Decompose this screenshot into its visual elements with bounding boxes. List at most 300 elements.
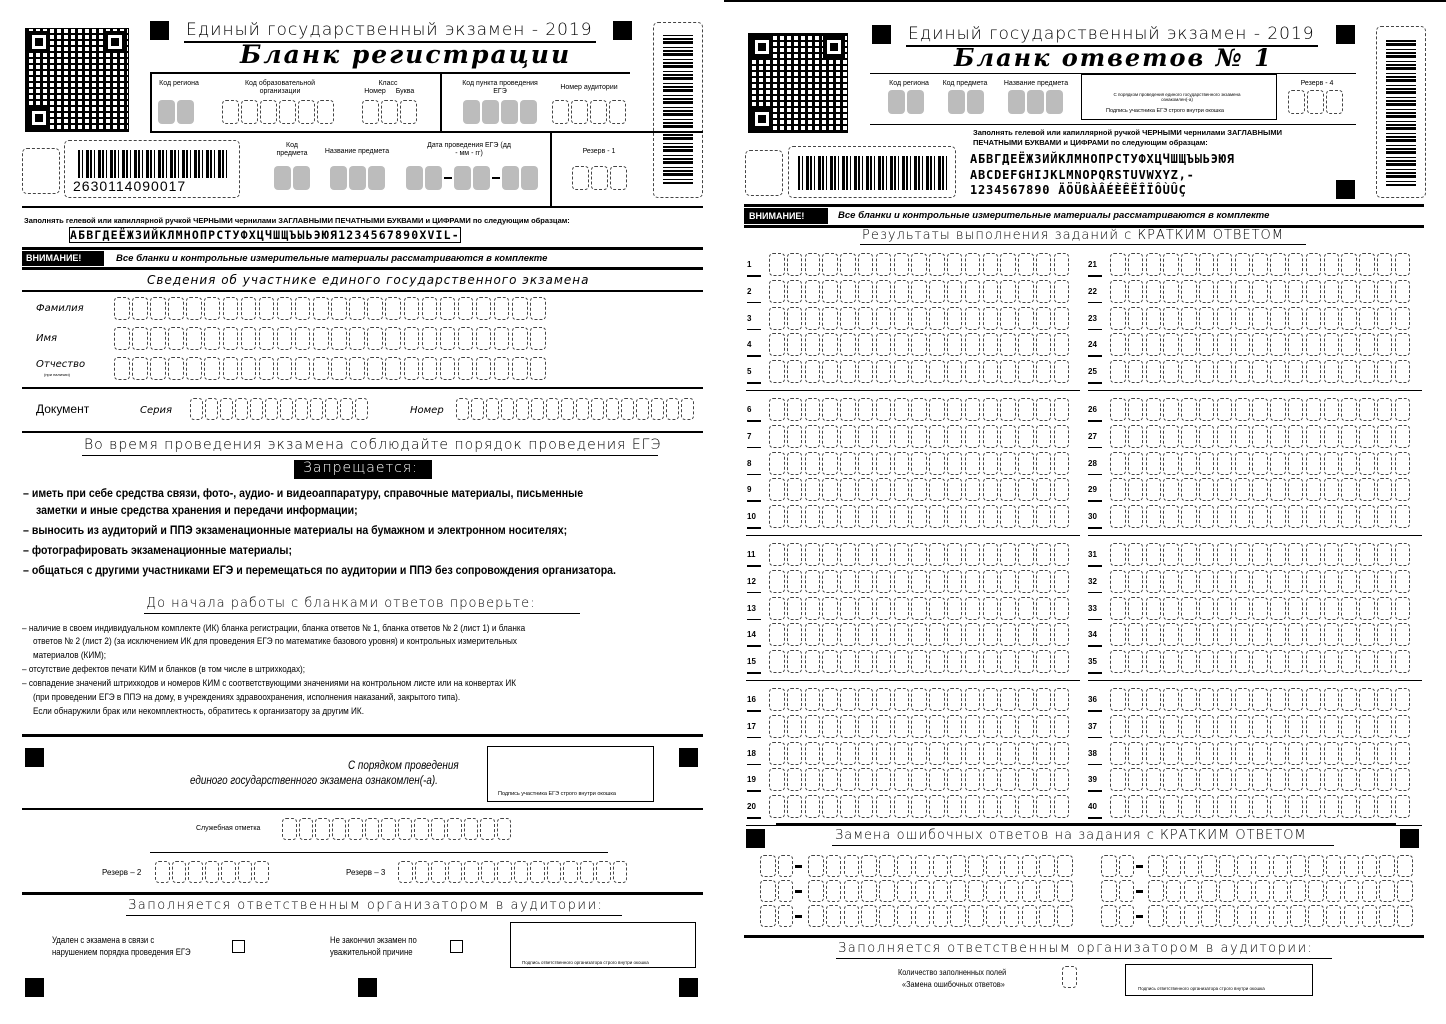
input-cell[interactable]: [876, 253, 892, 276]
input-cell[interactable]: [385, 357, 401, 380]
input-cell[interactable]: [1395, 398, 1411, 421]
input-cell[interactable]: [1199, 360, 1215, 383]
input-cell[interactable]: [965, 425, 981, 448]
input-cell[interactable]: [983, 688, 999, 711]
input-cell[interactable]: [1235, 505, 1251, 528]
input-cell[interactable]: [983, 478, 999, 501]
input-cell[interactable]: [805, 253, 821, 276]
input-cell[interactable]: [1181, 280, 1197, 303]
input-cell[interactable]: [947, 742, 963, 765]
input-cell[interactable]: [1036, 253, 1052, 276]
input-cell[interactable]: [1199, 543, 1215, 566]
input-cell[interactable]: [1341, 623, 1357, 646]
input-cell[interactable]: [1036, 398, 1052, 421]
input-cell[interactable]: [876, 425, 892, 448]
input-cell[interactable]: [986, 855, 1002, 877]
input-cell[interactable]: [1018, 688, 1034, 711]
input-cell[interactable]: [965, 795, 981, 818]
input-cell[interactable]: [769, 398, 785, 421]
input-cell[interactable]: [1344, 855, 1360, 877]
input-cell[interactable]: [1344, 905, 1360, 927]
input-cell[interactable]: [1163, 650, 1179, 673]
input-cell[interactable]: [1054, 452, 1070, 475]
input-cell[interactable]: [1377, 307, 1393, 330]
input-cell[interactable]: [1237, 905, 1253, 927]
input-cell[interactable]: [1306, 307, 1322, 330]
input-cell[interactable]: [947, 650, 963, 673]
input-cell[interactable]: [787, 505, 803, 528]
input-cell[interactable]: [1181, 768, 1197, 791]
input-cell[interactable]: [1000, 360, 1016, 383]
count-cell[interactable]: [1062, 966, 1077, 988]
input-cell[interactable]: [1359, 425, 1375, 448]
input-cell[interactable]: [861, 905, 877, 927]
input-cell[interactable]: [1324, 768, 1340, 791]
input-cell[interactable]: [1110, 742, 1126, 765]
input-cell[interactable]: [1119, 905, 1135, 927]
input-cell[interactable]: [1036, 478, 1052, 501]
input-cell[interactable]: [1270, 742, 1286, 765]
input-cell[interactable]: [769, 688, 785, 711]
input-cell[interactable]: [1270, 715, 1286, 738]
input-cell[interactable]: [1054, 425, 1070, 448]
input-cell[interactable]: [1273, 880, 1289, 902]
input-cell[interactable]: [1110, 307, 1126, 330]
input-cell[interactable]: [1270, 597, 1286, 620]
input-cell[interactable]: [950, 905, 966, 927]
answer-row-cells[interactable]: [1110, 425, 1410, 448]
input-cell[interactable]: [1359, 543, 1375, 566]
input-cell[interactable]: [1018, 543, 1034, 566]
input-cell[interactable]: [1235, 795, 1251, 818]
input-cell[interactable]: [1306, 795, 1322, 818]
input-cell[interactable]: [1377, 742, 1393, 765]
input-cell[interactable]: [1217, 307, 1233, 330]
input-cell[interactable]: [894, 623, 910, 646]
input-cell[interactable]: [1163, 597, 1179, 620]
input-cell[interactable]: [440, 357, 456, 380]
input-cell[interactable]: [778, 880, 794, 902]
input-cell[interactable]: [822, 570, 838, 593]
ppe-code-cells[interactable]: [463, 100, 537, 124]
input-cell[interactable]: [769, 360, 785, 383]
input-cell[interactable]: [876, 398, 892, 421]
input-cell[interactable]: [1181, 543, 1197, 566]
input-cell[interactable]: [1270, 768, 1286, 791]
input-cell[interactable]: [787, 360, 803, 383]
input-cell[interactable]: [1235, 742, 1251, 765]
input-cell[interactable]: [1199, 452, 1215, 475]
input-cell[interactable]: [404, 357, 420, 380]
input-cell[interactable]: [769, 452, 785, 475]
input-cell[interactable]: [1306, 425, 1322, 448]
replace-task-cells[interactable]: [760, 880, 793, 902]
input-cell[interactable]: [1306, 280, 1322, 303]
input-cell[interactable]: [1252, 452, 1268, 475]
answer-row-cells[interactable]: [769, 570, 1069, 593]
input-cell[interactable]: [822, 795, 838, 818]
input-cell[interactable]: [1036, 333, 1052, 356]
input-cell[interactable]: [933, 855, 949, 877]
input-cell[interactable]: [1324, 333, 1340, 356]
input-cell[interactable]: [1036, 768, 1052, 791]
input-cell[interactable]: [295, 357, 311, 380]
input-cell[interactable]: [915, 905, 931, 927]
input-cell[interactable]: [1146, 715, 1162, 738]
input-cell[interactable]: [844, 855, 860, 877]
input-cell[interactable]: [929, 307, 945, 330]
input-cell[interactable]: [355, 398, 368, 420]
input-cell[interactable]: [965, 650, 981, 673]
input-cell[interactable]: [822, 543, 838, 566]
input-cell[interactable]: [1219, 905, 1235, 927]
input-cell[interactable]: [787, 543, 803, 566]
input-cell[interactable]: [1146, 597, 1162, 620]
input-cell[interactable]: [1306, 333, 1322, 356]
input-cell[interactable]: [1362, 855, 1378, 877]
input-cell[interactable]: [1036, 307, 1052, 330]
input-cell[interactable]: [1341, 768, 1357, 791]
answer-row-cells[interactable]: [1110, 253, 1410, 276]
input-cell[interactable]: [340, 398, 353, 420]
input-cell[interactable]: [894, 715, 910, 738]
input-cell[interactable]: [440, 297, 456, 320]
input-cell[interactable]: [858, 543, 874, 566]
input-cell[interactable]: [385, 297, 401, 320]
input-cell[interactable]: [186, 297, 202, 320]
input-cell[interactable]: [1054, 715, 1070, 738]
input-cell[interactable]: [876, 650, 892, 673]
input-cell[interactable]: [1324, 715, 1340, 738]
input-cell[interactable]: [1036, 543, 1052, 566]
input-cell[interactable]: [911, 307, 927, 330]
input-cell[interactable]: [1288, 505, 1304, 528]
input-cell[interactable]: [1128, 505, 1144, 528]
input-cell[interactable]: [1000, 505, 1016, 528]
input-cell[interactable]: [1201, 905, 1217, 927]
input-cell[interactable]: [480, 818, 495, 840]
input-cell[interactable]: [983, 768, 999, 791]
input-cell[interactable]: [1054, 688, 1070, 711]
input-cell[interactable]: [826, 880, 842, 902]
input-cell[interactable]: [1377, 570, 1393, 593]
input-cell[interactable]: [1181, 795, 1197, 818]
input-cell[interactable]: [965, 398, 981, 421]
answer-row-cells[interactable]: [769, 795, 1069, 818]
input-cell[interactable]: [858, 398, 874, 421]
input-cell[interactable]: [1199, 307, 1215, 330]
input-cell[interactable]: [596, 861, 611, 883]
input-cell[interactable]: [501, 398, 514, 420]
input-cell[interactable]: [580, 861, 595, 883]
input-cell[interactable]: [1252, 650, 1268, 673]
input-cell[interactable]: [531, 398, 544, 420]
input-cell[interactable]: [404, 297, 420, 320]
input-cell[interactable]: [879, 905, 895, 927]
input-cell[interactable]: [1199, 688, 1215, 711]
input-cell[interactable]: [1235, 650, 1251, 673]
input-cell[interactable]: [1288, 425, 1304, 448]
region-code-cells[interactable]: [888, 90, 924, 114]
input-cell[interactable]: [1270, 425, 1286, 448]
input-cell[interactable]: [1252, 360, 1268, 383]
input-cell[interactable]: [476, 357, 492, 380]
input-cell[interactable]: [1235, 280, 1251, 303]
input-cell[interactable]: [431, 818, 446, 840]
input-cell[interactable]: [1163, 570, 1179, 593]
input-cell[interactable]: [259, 327, 275, 350]
input-cell[interactable]: [844, 905, 860, 927]
input-cell[interactable]: [894, 795, 910, 818]
input-cell[interactable]: [911, 478, 927, 501]
answer-row-cells[interactable]: [769, 280, 1069, 303]
input-cell[interactable]: [1128, 650, 1144, 673]
input-cell[interactable]: [805, 280, 821, 303]
input-cell[interactable]: [840, 768, 856, 791]
input-cell[interactable]: [1110, 543, 1126, 566]
input-cell[interactable]: [822, 688, 838, 711]
input-cell[interactable]: [1377, 623, 1393, 646]
input-cell[interactable]: [965, 452, 981, 475]
input-cell[interactable]: [1181, 478, 1197, 501]
input-cell[interactable]: [1235, 715, 1251, 738]
input-cell[interactable]: [929, 570, 945, 593]
input-cell[interactable]: [1377, 543, 1393, 566]
input-cell[interactable]: [606, 398, 619, 420]
input-cell[interactable]: [1324, 398, 1340, 421]
input-cell[interactable]: [1181, 307, 1197, 330]
input-cell[interactable]: [894, 452, 910, 475]
input-cell[interactable]: [1270, 452, 1286, 475]
input-cell[interactable]: [1000, 280, 1016, 303]
input-cell[interactable]: [1395, 688, 1411, 711]
input-cell[interactable]: [299, 818, 314, 840]
input-cell[interactable]: [1146, 478, 1162, 501]
input-cell[interactable]: [858, 280, 874, 303]
input-cell[interactable]: [1395, 360, 1411, 383]
input-cell[interactable]: [1163, 425, 1179, 448]
input-cell[interactable]: [1252, 478, 1268, 501]
input-cell[interactable]: [965, 688, 981, 711]
input-cell[interactable]: [787, 570, 803, 593]
input-cell[interactable]: [398, 861, 413, 883]
input-cell[interactable]: [805, 425, 821, 448]
input-cell[interactable]: [1181, 650, 1197, 673]
input-cell[interactable]: [968, 880, 984, 902]
input-cell[interactable]: [840, 253, 856, 276]
input-cell[interactable]: [822, 505, 838, 528]
input-cell[interactable]: [876, 768, 892, 791]
input-cell[interactable]: [223, 357, 239, 380]
input-cell[interactable]: [1273, 905, 1289, 927]
input-cell[interactable]: [1270, 333, 1286, 356]
input-cell[interactable]: [929, 398, 945, 421]
input-cell[interactable]: [1181, 452, 1197, 475]
input-cell[interactable]: [858, 478, 874, 501]
input-cell[interactable]: [1199, 570, 1215, 593]
input-cell[interactable]: [1306, 570, 1322, 593]
input-cell[interactable]: [241, 357, 257, 380]
input-cell[interactable]: [805, 543, 821, 566]
input-cell[interactable]: [787, 478, 803, 501]
replace-task-cells[interactable]: [1101, 905, 1134, 927]
not-finished-checkbox[interactable]: [450, 940, 463, 953]
input-cell[interactable]: [1036, 795, 1052, 818]
input-cell[interactable]: [1395, 452, 1411, 475]
answer-row-cells[interactable]: [1110, 768, 1410, 791]
input-cell[interactable]: [1036, 623, 1052, 646]
answer-row-cells[interactable]: [769, 398, 1069, 421]
input-cell[interactable]: [805, 505, 821, 528]
input-cell[interactable]: [1308, 905, 1324, 927]
input-cell[interactable]: [822, 768, 838, 791]
input-cell[interactable]: [259, 357, 275, 380]
input-cell[interactable]: [1110, 570, 1126, 593]
input-cell[interactable]: [1324, 688, 1340, 711]
input-cell[interactable]: [1377, 398, 1393, 421]
input-cell[interactable]: [1341, 795, 1357, 818]
input-cell[interactable]: [1018, 253, 1034, 276]
input-cell[interactable]: [1000, 795, 1016, 818]
input-cell[interactable]: [1054, 597, 1070, 620]
answer-row-cells[interactable]: [769, 543, 1069, 566]
input-cell[interactable]: [894, 280, 910, 303]
input-cell[interactable]: [965, 742, 981, 765]
input-cell[interactable]: [911, 715, 927, 738]
input-cell[interactable]: [1101, 855, 1117, 877]
input-cell[interactable]: [282, 818, 297, 840]
input-cell[interactable]: [1036, 650, 1052, 673]
input-cell[interactable]: [1217, 452, 1233, 475]
input-cell[interactable]: [929, 688, 945, 711]
input-cell[interactable]: [1146, 623, 1162, 646]
input-cell[interactable]: [911, 650, 927, 673]
input-cell[interactable]: [1359, 280, 1375, 303]
answer-row-cells[interactable]: [769, 742, 1069, 765]
input-cell[interactable]: [1201, 880, 1217, 902]
input-cell[interactable]: [1324, 597, 1340, 620]
input-cell[interactable]: [787, 333, 803, 356]
input-cell[interactable]: [1201, 855, 1217, 877]
answer-row-cells[interactable]: [769, 715, 1069, 738]
input-cell[interactable]: [186, 327, 202, 350]
input-cell[interactable]: [1000, 478, 1016, 501]
input-cell[interactable]: [805, 360, 821, 383]
input-cell[interactable]: [1054, 570, 1070, 593]
input-cell[interactable]: [983, 543, 999, 566]
input-cell[interactable]: [1146, 688, 1162, 711]
input-cell[interactable]: [1146, 425, 1162, 448]
input-cell[interactable]: [1110, 650, 1126, 673]
input-cell[interactable]: [1237, 855, 1253, 877]
input-cell[interactable]: [1219, 880, 1235, 902]
input-cell[interactable]: [132, 357, 148, 380]
input-cell[interactable]: [947, 452, 963, 475]
replace-answer-cells[interactable]: [1148, 880, 1413, 902]
input-cell[interactable]: [1181, 688, 1197, 711]
input-cell[interactable]: [1199, 715, 1215, 738]
input-cell[interactable]: [1199, 253, 1215, 276]
input-cell[interactable]: [894, 570, 910, 593]
input-cell[interactable]: [1306, 505, 1322, 528]
input-cell[interactable]: [1290, 905, 1306, 927]
input-cell[interactable]: [1359, 715, 1375, 738]
input-cell[interactable]: [805, 623, 821, 646]
class-cells[interactable]: [362, 100, 417, 124]
input-cell[interactable]: [929, 650, 945, 673]
input-cell[interactable]: [876, 543, 892, 566]
input-cell[interactable]: [1018, 768, 1034, 791]
replace-task-cells[interactable]: [1101, 880, 1134, 902]
input-cell[interactable]: [1181, 425, 1197, 448]
reserve1-cells[interactable]: [572, 166, 627, 190]
input-cell[interactable]: [876, 597, 892, 620]
input-cell[interactable]: [204, 327, 220, 350]
input-cell[interactable]: [876, 688, 892, 711]
input-cell[interactable]: [965, 543, 981, 566]
input-cell[interactable]: [805, 795, 821, 818]
input-cell[interactable]: [1379, 880, 1395, 902]
input-cell[interactable]: [1217, 280, 1233, 303]
input-cell[interactable]: [778, 905, 794, 927]
input-cell[interactable]: [1395, 570, 1411, 593]
input-cell[interactable]: [840, 280, 856, 303]
input-cell[interactable]: [476, 327, 492, 350]
input-cell[interactable]: [259, 297, 275, 320]
input-cell[interactable]: [1288, 360, 1304, 383]
input-cell[interactable]: [325, 398, 338, 420]
input-cell[interactable]: [965, 360, 981, 383]
input-cell[interactable]: [1018, 307, 1034, 330]
input-cell[interactable]: [983, 360, 999, 383]
input-cell[interactable]: [1324, 795, 1340, 818]
input-cell[interactable]: [1288, 253, 1304, 276]
input-cell[interactable]: [1252, 623, 1268, 646]
input-cell[interactable]: [1036, 688, 1052, 711]
input-cell[interactable]: [1018, 650, 1034, 673]
input-cell[interactable]: [1163, 360, 1179, 383]
input-cell[interactable]: [1235, 253, 1251, 276]
input-cell[interactable]: [861, 880, 877, 902]
input-cell[interactable]: [1341, 398, 1357, 421]
input-cell[interactable]: [805, 452, 821, 475]
input-cell[interactable]: [1308, 880, 1324, 902]
input-cell[interactable]: [1288, 452, 1304, 475]
input-cell[interactable]: [1128, 333, 1144, 356]
input-cell[interactable]: [840, 505, 856, 528]
input-cell[interactable]: [840, 398, 856, 421]
input-cell[interactable]: [1018, 333, 1034, 356]
answer-row-cells[interactable]: [769, 623, 1069, 646]
input-cell[interactable]: [947, 478, 963, 501]
input-cell[interactable]: [822, 280, 838, 303]
input-cell[interactable]: [365, 818, 380, 840]
input-cell[interactable]: [1018, 795, 1034, 818]
input-cell[interactable]: [1128, 425, 1144, 448]
input-cell[interactable]: [929, 742, 945, 765]
input-cell[interactable]: [1270, 570, 1286, 593]
input-cell[interactable]: [983, 795, 999, 818]
input-cell[interactable]: [422, 297, 438, 320]
input-cell[interactable]: [929, 715, 945, 738]
input-cell[interactable]: [205, 861, 220, 883]
answer-row-cells[interactable]: [769, 505, 1069, 528]
input-cell[interactable]: [1000, 650, 1016, 673]
input-cell[interactable]: [1252, 742, 1268, 765]
input-cell[interactable]: [826, 855, 842, 877]
input-cell[interactable]: [822, 478, 838, 501]
input-cell[interactable]: [1181, 597, 1197, 620]
